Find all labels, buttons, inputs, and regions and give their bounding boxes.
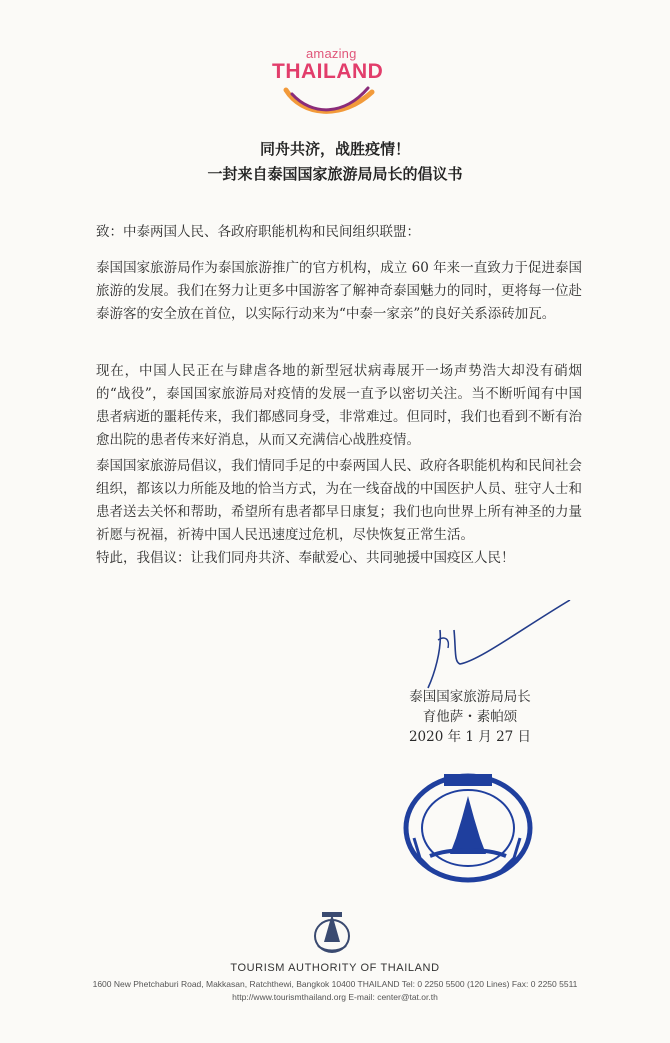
footer-contact: http://www.tourismthailand.org E-mail: center@tat.or.th	[232, 992, 438, 1002]
body-paragraph: 现在，中国人民正在与肆虐各地的新型冠状病毒展开一场声势浩大却没有硝烟的“战役”，泰国国家旅游局对疫情的发展一直予以密切关注。当不断听闻有中国患者病逝的噩耗传来，我们都感同身受，非常难过。但同时，我们也看到不断有治愈出院的患者传来好消息，从而又充满信心战胜疫情。	[96, 363, 582, 448]
body-paragraph: 特此，我倡议：让我们同舟共济、奉献爱心、共同驰援中国疫区人民！	[96, 550, 515, 566]
footer-address: 1600 New Phetchaburi Road, Makkasan, Ratchthewi, Bangkok 10400 THAILAND Tel: 0 2250 5500 (120 Lines) Fax: 0 2250 5511	[92, 979, 578, 989]
body-paragraph: 泰国国家旅游局作为泰国旅游推广的官方机构，成立 60 年来一直致力于促进泰国旅游的发展。我们在努力让更多中国游客了解神奇泰国魅力的同时，更将每一位赴泰游客的安全放在首位，以实际行动来为“中泰一家亲”的良好关系添砖加瓦。	[96, 260, 582, 322]
tat-emblem-icon	[312, 910, 352, 958]
letter-title: 同舟共济，战胜疫情！	[259, 140, 410, 158]
letter-date: 2020 年 1 月 27 日	[408, 729, 532, 745]
signature-block	[350, 687, 590, 747]
logo-amazing-text: amazing	[306, 46, 357, 61]
body-paragraph: 泰国国家旅游局倡议，我们情同手足的中泰两国人民、政府各职能机构和民间社会组织，都该以力所能及地的恰当方式，为在一线奋战的中国医护人员、驻守人士和患者送去关怀和帮助，希望所有患者都早日康复；我们也向世界上所有神圣的力量祈愿与祝福，祈祷中国人民迅速度过危机，尽快恢复正常生活。	[96, 458, 582, 543]
signer-title: 泰国国家旅游局局长	[409, 689, 531, 705]
logo-thailand-text: THAILAND	[272, 60, 384, 83]
logo-swoosh-icon	[282, 86, 382, 122]
official-seal-icon	[400, 768, 536, 884]
letter-subtitle: 一封来自泰国国家旅游局局长的倡议书	[207, 165, 463, 183]
amazing-thailand-logo	[262, 44, 392, 124]
letter-addressee: 致：中泰两国人民、各政府职能机构和民间组织联盟：	[96, 224, 420, 240]
handwritten-signature-icon	[420, 600, 580, 690]
footer-org-name: TOURISM AUTHORITY OF THAILAND	[230, 962, 440, 974]
signer-name: 育他萨・素帕颂	[422, 709, 518, 725]
